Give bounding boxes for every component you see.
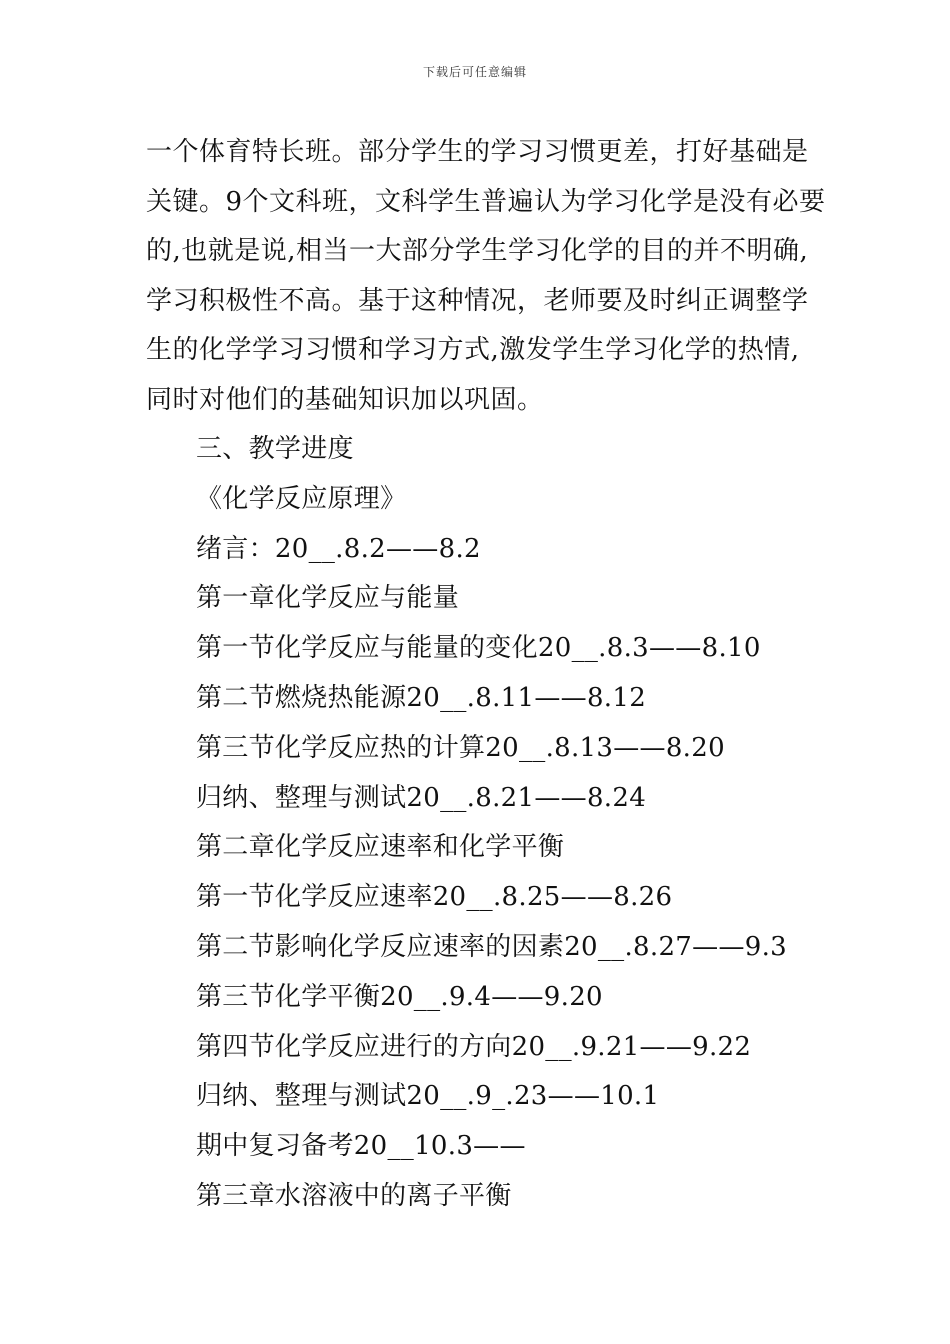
document-body xyxy=(146,128,826,1222)
intro-paragraph xyxy=(146,128,826,425)
schedule-item: 归纳、整理与测试20__.9_.23——10.1 xyxy=(196,1081,660,1112)
schedule-item: 第三节化学反应热的计算20__.8.13——8.20 xyxy=(196,732,725,763)
schedule-item: 第二节燃烧热能源20__.8.11——8.12 xyxy=(196,682,647,713)
page-header: 下载后可任意编辑 xyxy=(422,65,527,79)
schedule-item: 归纳、整理与测试20__.8.21——8.24 xyxy=(196,782,647,813)
chapter-title: 第二章化学反应速率和化学平衡 xyxy=(196,832,565,863)
chapter-title: 第一章化学反应与能量 xyxy=(196,583,460,614)
schedule-item: 期中复习备考20__10.3—— xyxy=(196,1131,526,1162)
paragraph-line: 生的化学学习习惯和学习方式,激发学生学习化学的热情, xyxy=(146,335,800,365)
paragraph-line: 学习积极性不高。基于这种情况，老师要及时纠正调整学 xyxy=(146,285,809,316)
chapter-title: 第三章水溶液中的离子平衡 xyxy=(196,1180,512,1211)
paragraph-line: 同时对他们的基础知识加以巩固。 xyxy=(146,384,544,415)
paragraph-line: 的,也就是说,相当一大部分学生学习化学的目的并不明确, xyxy=(146,236,809,266)
paragraph-line: 关键。9个文科班，文科学生普遍认为学习化学是没有必要 xyxy=(146,186,826,217)
schedule-list xyxy=(146,425,818,1222)
book-title: 《化学反应原理》 xyxy=(196,483,407,514)
schedule-item: 第一节化学反应速率20__.8.25——8.26 xyxy=(196,882,673,913)
schedule-item: 绪言：20__.8.2——8.2 xyxy=(196,533,481,564)
paragraph-line: 一个体育特长班。部分学生的学习习惯更差，打好基础是 xyxy=(146,137,809,167)
section-heading: 三、教学进度 xyxy=(196,434,354,464)
schedule-item: 第一节化学反应与能量的变化20__.8.3——8.10 xyxy=(196,633,761,664)
schedule-item: 第二节影响化学反应速率的因素20__.8.27——9.3 xyxy=(196,931,787,962)
schedule-item: 第三节化学平衡20__.9.4——9.20 xyxy=(196,981,603,1012)
schedule-item: 第四节化学反应进行的方向20__.9.21——9.22 xyxy=(196,1031,752,1062)
